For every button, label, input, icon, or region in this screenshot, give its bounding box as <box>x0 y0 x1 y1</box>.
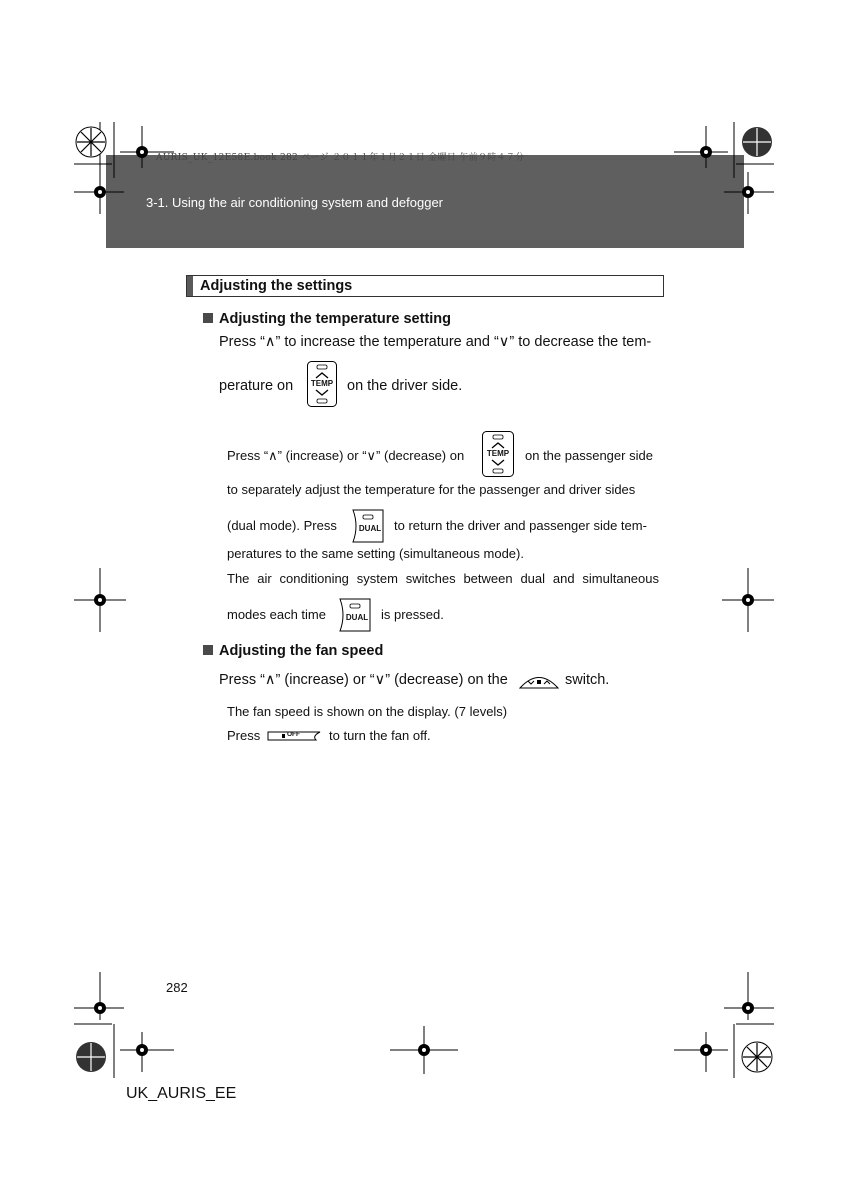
temp-line-2b: on the driver side. <box>347 378 463 394</box>
section-title-box <box>186 275 664 297</box>
temp-note-1b: on the passenger side <box>525 448 653 463</box>
temp-note-6b: is pressed. <box>381 607 444 622</box>
temp-heading-text: Adjusting the temperature setting <box>219 311 452 327</box>
temp-note-2: to separately adjust the temperature for the passenger and driver sides <box>227 482 636 497</box>
temp-button-label: TEMP <box>310 379 334 388</box>
temp-note-3a: (dual mode). Press <box>227 518 337 533</box>
fan-note-2a: Press <box>227 728 261 743</box>
dual-button-label: DUAL <box>358 524 382 533</box>
fan-note-1: The fan speed is shown on the display. (7 levels) <box>227 704 508 719</box>
temp-note-6a: modes each time <box>227 607 326 622</box>
section-title: Adjusting the settings <box>200 278 353 294</box>
fan-line-1a: Press “∧” (increase) or “∨” (decrease) on the <box>219 672 508 688</box>
dual-button-label-2: DUAL <box>345 613 369 622</box>
fan-heading-text: Adjusting the fan speed <box>219 643 384 659</box>
temp-passenger-label: TEMP <box>486 449 510 458</box>
fan-switch-icon <box>518 671 560 691</box>
bullet-square-icon <box>203 313 213 323</box>
fan-off-label: OFF <box>287 731 300 738</box>
section-header: 3-1. Using the air conditioning system and defogger <box>146 195 444 210</box>
temp-note-3b: to return the driver and passenger side tem- <box>394 518 647 533</box>
fan-heading <box>203 643 383 659</box>
temp-line-2a: perature on <box>219 378 294 394</box>
page-number: 282 <box>166 980 188 995</box>
bullet-square-icon <box>203 645 213 655</box>
temp-heading <box>203 311 451 327</box>
fan-line-1b: switch. <box>565 672 610 688</box>
temp-note-1a: Press “∧” (increase) or “∨” (decrease) on <box>227 448 465 463</box>
section-title-bar <box>187 276 193 296</box>
temp-note-4: peratures to the same setting (simultaneous mode). <box>227 546 524 561</box>
print-info: AURIS_UK_12E58E.book 282 ページ ２０１１年１月２１日 金曜日 午前９時４７分 <box>156 153 525 163</box>
fan-note-2b: to turn the fan off. <box>329 728 431 743</box>
temp-line-1: Press “∧” to increase the temperature and “∨” to decrease the tem- <box>219 334 652 350</box>
temp-note-5: The air conditioning system switches between dual and simultaneous <box>227 571 659 586</box>
footer-code: UK_AURIS_EE <box>126 1085 237 1102</box>
